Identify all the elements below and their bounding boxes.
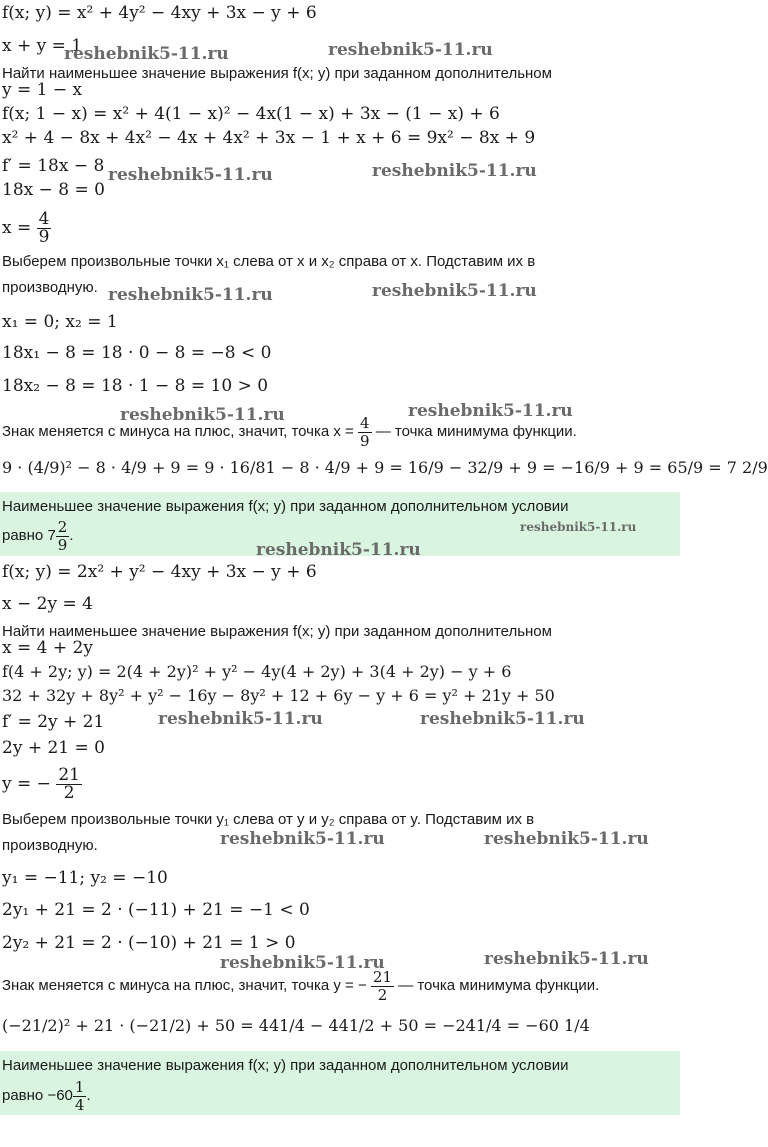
p1-equation: 18x − 8 = 0	[2, 180, 105, 200]
p1-choose-line-1: Выберем произвольные точки x₁ слева от x и x₂ справа от x. Подставим их в	[2, 253, 536, 270]
p2-points: y₁ = −11; y₂ = −10	[2, 868, 168, 888]
watermark: reshebnik5-11.ru	[256, 540, 421, 560]
p1-points: x₁ = 0; x₂ = 1	[2, 312, 118, 332]
p1-function: f(x; y) = x² + 4y² − 4xy + 3x − y + 6	[2, 3, 317, 23]
watermark: reshebnik5-11.ru	[64, 44, 229, 64]
p1-sign-den: 9	[360, 431, 370, 450]
p2-condition: x − 2y = 4	[2, 594, 93, 614]
watermark: reshebnik5-11.ru	[220, 953, 385, 973]
watermark: reshebnik5-11.ru	[484, 949, 649, 969]
watermark: reshebnik5-11.ru	[108, 165, 273, 185]
p2-function: f(x; y) = 2x² + y² − 4xy + 3x − y + 6	[2, 562, 317, 582]
p1-calculation: 9 · (4/9)² − 8 · 4/9 + 9 = 9 · 16/81 − 8 · 4/9 + 9 = 16/9 − 32/9 + 9 = −16/9 + 9 = 65/9 = 7 2/9	[2, 458, 768, 477]
p1-root-den: 9	[38, 227, 50, 247]
watermark: reshebnik5-11.ru	[372, 281, 537, 301]
watermark: reshebnik5-11.ru	[108, 285, 273, 305]
p2-answer-den: 4	[74, 1095, 85, 1114]
p1-sign-num: 4	[360, 413, 370, 432]
p2-sign-den: 2	[377, 985, 388, 1004]
p2-sign-num: 21	[372, 967, 393, 986]
p2-root-fraction	[56, 767, 82, 802]
watermark: reshebnik5-11.ru	[328, 40, 493, 60]
p2-answer-fraction	[73, 1079, 87, 1114]
p1-answer-den: 9	[57, 535, 68, 554]
p1-answer-fraction	[56, 519, 70, 554]
p1-condition: x + y = 1	[2, 36, 83, 56]
watermark: reshebnik5-11.ru	[220, 829, 385, 849]
p2-check-2: 2y₂ + 21 = 2 · (−10) + 21 = 1 > 0	[2, 933, 296, 953]
p1-root-fraction	[37, 211, 52, 246]
p1-substitution: f(x; 1 − x) = x² + 4(1 − x)² − 4x(1 − x) + 3x − (1 − x) + 6	[2, 104, 500, 124]
p1-root	[2, 208, 51, 248]
p1-answer-line-2	[2, 516, 74, 556]
p1-choose-line-2: производную.	[2, 279, 98, 296]
p2-calculation: (−21/2)² + 21 · (−21/2) + 50 = 441/4 − 441/2 + 50 = −241/4 = −60 1/4	[2, 1016, 590, 1035]
p2-express: x = 4 + 2y	[2, 638, 93, 658]
p2-answer-num: 1	[74, 1077, 85, 1096]
p2-expand: 32 + 32y + 8y² + y² − 16y − 8y² + 12 + 6y − y + 6 = y² + 21y + 50	[2, 686, 555, 705]
p2-sign-post: — точка минимума функции.	[398, 977, 600, 994]
p1-answer-pre: равно 7	[2, 527, 56, 544]
p2-sign-pre: Знак меняется с минуса на плюс, значит, точка y = −	[2, 977, 367, 994]
p1-derivative: f′ = 18x − 8	[2, 156, 105, 176]
p1-answer-line-1: Наименьшее значение выражения f(x; y) при заданном дополнительном условии	[2, 498, 569, 515]
watermark: reshebnik5-11.ru	[120, 405, 285, 425]
p2-sign-fraction	[371, 969, 394, 1004]
watermark: reshebnik5-11.ru	[158, 709, 323, 729]
p1-answer-num: 2	[57, 517, 68, 536]
p1-sign-post: — точка минимума функции.	[375, 423, 577, 440]
watermark: reshebnik5-11.ru	[408, 401, 573, 421]
p1-sign-fraction	[358, 415, 372, 450]
p1-answer-post: .	[69, 527, 74, 544]
p2-root-lhs: y = −	[2, 774, 51, 794]
p2-substitution: f(4 + 2y; y) = 2(4 + 2y)² + y² − 4y(4 + 2y) + 3(4 + 2y) − y + 6	[2, 662, 512, 681]
p1-task-cut: Найти наименьшее значение выражения f(x; y) при заданном дополнительном	[2, 65, 552, 82]
p2-answer-line-2	[2, 1076, 91, 1116]
watermark: reshebnik5-11.ru	[520, 520, 637, 534]
p2-answer-line-1: Наименьшее значение выражения f(x; y) при заданном дополнительном условии	[2, 1057, 569, 1074]
p2-root-num: 21	[58, 765, 80, 785]
p2-choose-line-2: производную.	[2, 837, 98, 854]
p2-equation: 2y + 21 = 0	[2, 738, 105, 758]
p2-answer-post: .	[86, 1087, 91, 1104]
watermark: reshebnik5-11.ru	[372, 161, 537, 181]
p1-expand: x² + 4 − 8x + 4x² − 4x + 4x² + 3x − 1 + x + 6 = 9x² − 8x + 9	[2, 128, 536, 148]
p1-root-lhs: x =	[2, 218, 32, 238]
p1-check-2: 18x₂ − 8 = 18 · 1 − 8 = 10 > 0	[2, 376, 269, 396]
p2-root-den: 2	[63, 783, 75, 803]
watermark: reshebnik5-11.ru	[484, 829, 649, 849]
p2-derivative: f′ = 2y + 21	[2, 712, 105, 732]
p2-check-1: 2y₁ + 21 = 2 · (−11) + 21 = −1 < 0	[2, 900, 310, 920]
p2-choose-line-1: Выберем произвольные точки y₁ слева от y и y₂ справа от y. Подставим их в	[2, 811, 535, 828]
p1-check-1: 18x₁ − 8 = 18 · 0 − 8 = −8 < 0	[2, 343, 272, 363]
p2-root	[2, 764, 82, 804]
p2-answer-pre: равно −60	[2, 1087, 73, 1104]
p1-root-num: 4	[38, 209, 50, 229]
p2-task-cut: Найти наименьшее значение выражения f(x; y) при заданном дополнительном	[2, 623, 552, 640]
p1-sign-pre: Знак меняется с минуса на плюс, значит, точка x =	[2, 423, 354, 440]
p1-express: y = 1 − x	[2, 80, 83, 100]
watermark: reshebnik5-11.ru	[420, 709, 585, 729]
